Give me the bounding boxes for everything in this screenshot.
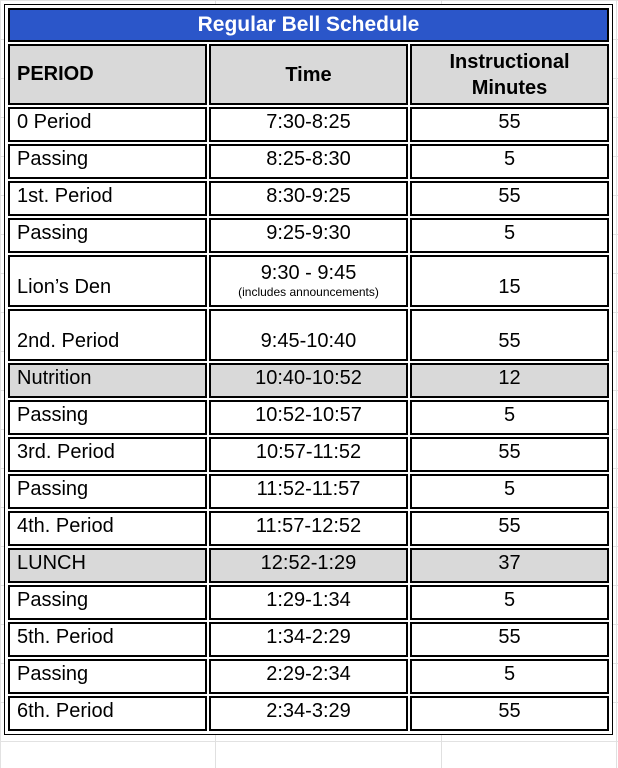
time-range: 9:45-10:40 <box>260 330 357 352</box>
period-cell[interactable]: Passing <box>8 659 207 694</box>
time-cell[interactable] <box>209 511 408 546</box>
time-range: 1:34-2:29 <box>266 626 351 648</box>
table-row <box>8 585 609 620</box>
table-row <box>8 218 609 253</box>
column-header-minutes-line2: Minutes <box>471 76 548 99</box>
table-row <box>8 622 609 657</box>
minutes-cell[interactable]: 12 <box>410 363 609 398</box>
table-row <box>8 363 609 398</box>
minutes-cell[interactable]: 15 <box>410 255 609 307</box>
time-note: (includes announcements) <box>238 285 379 299</box>
time-range: 11:57-12:52 <box>255 515 362 537</box>
time-range: 2:29-2:34 <box>266 663 351 685</box>
table-row <box>8 511 609 546</box>
minutes-cell[interactable]: 5 <box>410 144 609 179</box>
period-cell[interactable]: 6th. Period <box>8 696 207 731</box>
minutes-cell[interactable]: 37 <box>410 548 609 583</box>
table-row <box>8 437 609 472</box>
column-header-minutes-line1: Instructional <box>449 50 570 73</box>
time-cell[interactable] <box>209 107 408 142</box>
time-range: 8:30-9:25 <box>266 185 351 207</box>
time-range: 10:52-10:57 <box>255 404 362 426</box>
minutes-cell[interactable]: 55 <box>410 181 609 216</box>
time-range: 8:25-8:30 <box>266 148 351 170</box>
table-row <box>8 309 609 361</box>
minutes-cell[interactable]: 5 <box>410 218 609 253</box>
time-cell[interactable] <box>209 309 408 361</box>
minutes-cell[interactable]: 55 <box>410 107 609 142</box>
time-range: 9:25-9:30 <box>266 222 351 244</box>
minutes-cell[interactable]: 55 <box>410 696 609 731</box>
time-cell[interactable] <box>209 400 408 435</box>
table-row <box>8 255 609 307</box>
minutes-cell[interactable]: 55 <box>410 437 609 472</box>
time-cell[interactable] <box>209 659 408 694</box>
time-range: 10:40-10:52 <box>255 367 362 389</box>
header-row <box>8 44 609 105</box>
time-range: 2:34-3:29 <box>266 700 351 722</box>
period-cell[interactable]: Passing <box>8 400 207 435</box>
period-cell[interactable]: 1st. Period <box>8 181 207 216</box>
table-row <box>8 696 609 731</box>
table-row <box>8 548 609 583</box>
title-row <box>8 8 609 42</box>
time-cell[interactable] <box>209 585 408 620</box>
table-row <box>8 659 609 694</box>
minutes-cell[interactable]: 55 <box>410 622 609 657</box>
time-cell[interactable] <box>209 696 408 731</box>
period-cell[interactable]: 5th. Period <box>8 622 207 657</box>
period-cell[interactable]: 2nd. Period <box>8 309 207 361</box>
time-cell[interactable] <box>209 363 408 398</box>
table-row <box>8 474 609 509</box>
period-cell[interactable]: LUNCH <box>8 548 207 583</box>
period-cell[interactable]: Lion’s Den <box>8 255 207 307</box>
time-range: 11:52-11:57 <box>256 478 361 500</box>
time-range: 1:29-1:34 <box>266 589 351 611</box>
time-cell[interactable] <box>209 622 408 657</box>
bell-schedule-sheet <box>4 4 613 735</box>
minutes-cell[interactable]: 55 <box>410 309 609 361</box>
time-cell[interactable] <box>209 255 408 307</box>
period-cell[interactable]: Nutrition <box>8 363 207 398</box>
period-cell[interactable]: Passing <box>8 144 207 179</box>
time-range: 12:52-1:29 <box>260 552 357 574</box>
minutes-cell[interactable]: 55 <box>410 511 609 546</box>
minutes-cell[interactable]: 5 <box>410 474 609 509</box>
time-cell[interactable] <box>209 437 408 472</box>
time-range: 10:57-11:52 <box>255 441 362 463</box>
column-header-minutes[interactable] <box>410 44 609 105</box>
time-cell[interactable] <box>209 548 408 583</box>
period-cell[interactable]: 4th. Period <box>8 511 207 546</box>
period-cell[interactable]: Passing <box>8 585 207 620</box>
minutes-cell[interactable]: 5 <box>410 659 609 694</box>
bell-schedule-table <box>6 6 611 733</box>
column-header-period[interactable]: PERIOD <box>8 44 207 105</box>
table-row <box>8 400 609 435</box>
table-row <box>8 181 609 216</box>
period-cell[interactable]: Passing <box>8 474 207 509</box>
table-title[interactable]: Regular Bell Schedule <box>8 8 609 42</box>
minutes-cell[interactable]: 5 <box>410 400 609 435</box>
time-range: 9:30 - 9:45 <box>260 262 357 284</box>
column-header-time[interactable]: Time <box>209 44 408 105</box>
time-cell[interactable] <box>209 144 408 179</box>
minutes-cell[interactable]: 5 <box>410 585 609 620</box>
time-cell[interactable] <box>209 181 408 216</box>
table-row <box>8 144 609 179</box>
period-cell[interactable]: 3rd. Period <box>8 437 207 472</box>
gridline <box>616 0 617 768</box>
period-cell[interactable]: 0 Period <box>8 107 207 142</box>
period-cell[interactable]: Passing <box>8 218 207 253</box>
time-range: 7:30-8:25 <box>266 111 351 133</box>
time-cell[interactable] <box>209 218 408 253</box>
table-row <box>8 107 609 142</box>
time-cell[interactable] <box>209 474 408 509</box>
